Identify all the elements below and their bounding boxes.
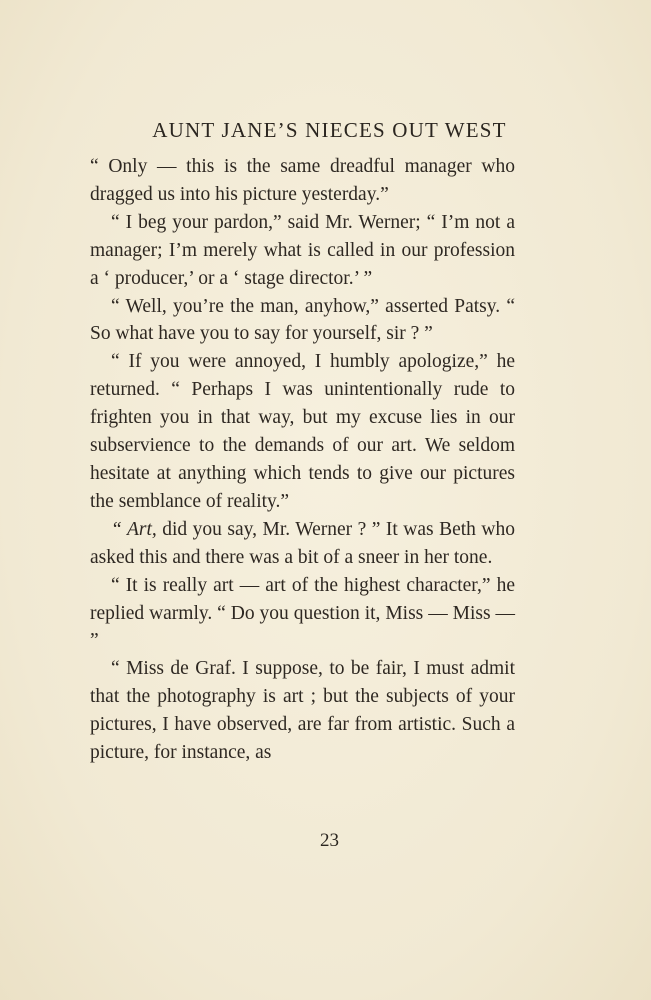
paragraph: “ I beg your pardon,” said Mr. Werner; “ I’m not a manager; I’m merely what is called in our profession a ‘ producer,’ or a ‘ stage director.’ ”	[90, 211, 515, 289]
running-head: AUNT JANE’S NIECES OUT WEST	[152, 118, 507, 142]
paragraph: “ Well, you’re the man, anyhow,” asserted Patsy. “ So what have you to say for yourself, sir ? ”	[90, 295, 515, 345]
paragraph: “ Only — this is the same dreadful manager who dragged us into his picture yesterday.”	[90, 156, 515, 205]
paragraph	[90, 516, 515, 572]
page-number: 23	[320, 830, 339, 851]
paragraph: “ Miss de Graf. I suppose, to be fair, I must admit that the photography is art ; but the subjects of your pictures, I have observed, are far from artistic. Such a picture, for instance, as	[90, 658, 515, 764]
paragraph: “ If you were annoyed, I humbly apologize,” he returned. “ Perhaps I was unintentionally rude to frighten you in that way, but my excuse lies in our subservience to the demands of our art. We seldom hesitate at anything which tends to give our pictures the semblance of reality.”	[90, 351, 515, 512]
italic-lead: “ Art,	[111, 518, 157, 540]
paragraph-rest: did you say, Mr. Werner ? ” It was Beth who asked this and there was a bit of a sneer in her tone.	[90, 518, 515, 568]
paragraph: “ It is really art — art of the highest character,” he replied warmly. “ Do you question it, Miss — Miss — ”	[90, 574, 515, 652]
body-text	[90, 153, 515, 767]
